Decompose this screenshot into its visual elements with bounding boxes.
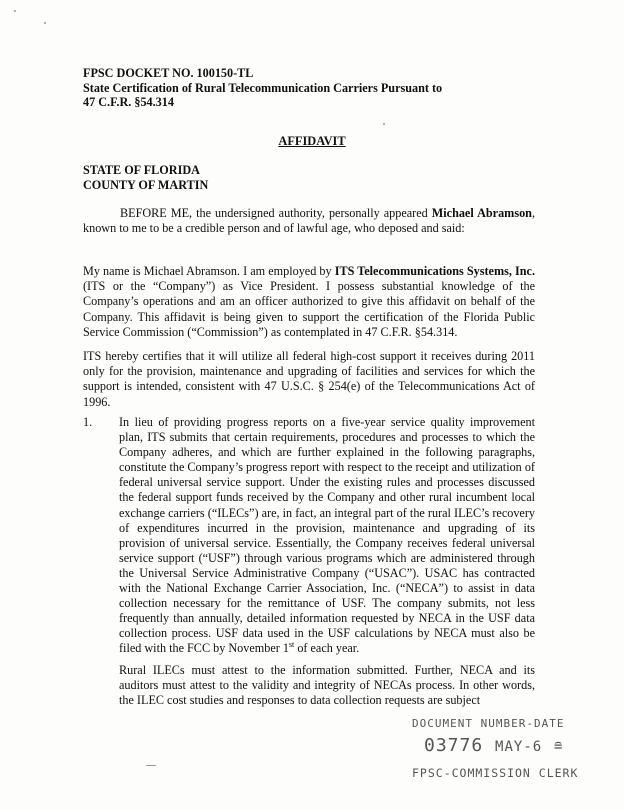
subject-line-2: 47 C.F.R. §54.314 [83, 95, 174, 110]
paragraph-employment [83, 264, 535, 340]
item-1-body: In lieu of providing progress reports on a five-year service quality improvement plan, ITS submits that certain requirements, procedures and processes to which the Company adheres, and which are further explained in the following paragraphs, constitute the Company’s progress report with respect to the receipt and utilization of federal universal service support. Under the existing rules and processes discussed the federal support funds received by the Company and other rural incumbent local exchange carriers (“ILECs”) are, in fact, an integral part of the rural ILEC’s recovery of expenditures incurred in the provision, maintenance and upgrading of its provision of universal service. Essentially, the Company receives federal universal service support (“USF”) through various programs which are administered through the Universal Service Administrative Company (“USAC”). USAC has contracted with the National Exchange Carrier Association, Inc. (“NECA”) to assist in data collection necessary for the remittance of USF. The company submits, not less frequently than annually, detailed information requested by NECA in the USF data collection process. USF data used in the USF calculations by NECA must also be filed with the FCC by November 1 [119, 415, 535, 656]
document-title: AFFIDAVIT [278, 134, 346, 148]
stamp-title: DOCUMENT NUMBER-DATE [412, 717, 565, 730]
venue [83, 163, 535, 192]
item-1-tail: of each year. [294, 641, 360, 656]
paragraph-certification: ITS hereby certifies that it will utilize all federal high-cost support it receives during 2011 only for the provision, maintenance and upgrading of facilities and services for which the support is intended, consistent with 47 U.S.C. § 254(e) of the Telecommunications Act of 1996. [83, 349, 535, 409]
subject-line-1: State Certification of Rural Telecommunication Carriers Pursuant to [83, 80, 443, 95]
venue-state: STATE OF FLORIDA [83, 163, 200, 177]
stamp-clerk: FPSC-COMMISSION CLERK [412, 766, 579, 780]
ordinal-suffix: st [288, 640, 295, 650]
stamp-document-number: 03776 [424, 735, 484, 756]
item-1-text [119, 415, 535, 657]
item-1-paragraph-2: Rural ILECs must attest to the information submitted. Further, NECA and its auditors must attest to the validity and integrity of NECAs process. In other words, the ILEC cost studies and responses to data collection requests are subject [119, 663, 535, 708]
stamp-date: MAY-6 [495, 739, 543, 755]
affiant-name: Michael Abramson [431, 206, 532, 220]
company-name: ITS Telecommunications Systems, Inc. [334, 264, 535, 278]
intro-rest: , known to me to be a credible person and of lawful age, who deposed and said: [83, 206, 535, 236]
intro-paragraph [83, 206, 535, 236]
para1-start: My name is Michael Abramson. I am employed by [83, 264, 335, 278]
scan-speck [383, 123, 385, 125]
stamp-mark: ≘ [554, 739, 564, 755]
docket-header [83, 66, 535, 110]
scan-speck [14, 10, 16, 12]
docket-number: FPSC DOCKET NO. 100150-TL [83, 66, 254, 80]
para1-rest: (ITS or the “Company”) as Vice President. I possess substantial knowledge of the Company’s operations and am an officer authorized to give this affidavit on behalf of the Company. This affidavit is being given to support the certification of the Florida Public Service Commission (“Commission”) as contemplated in 47 C.F.R. §54.314. [83, 279, 535, 339]
stamp-number-line [424, 735, 563, 756]
item-number: 1. [83, 415, 93, 429]
venue-county: COUNTY OF MARTIN [83, 177, 209, 192]
scan-speck [146, 765, 156, 766]
intro-lead: BEFORE ME, the undersigned authority, personally appeared [120, 206, 432, 220]
scan-speck [44, 22, 46, 24]
